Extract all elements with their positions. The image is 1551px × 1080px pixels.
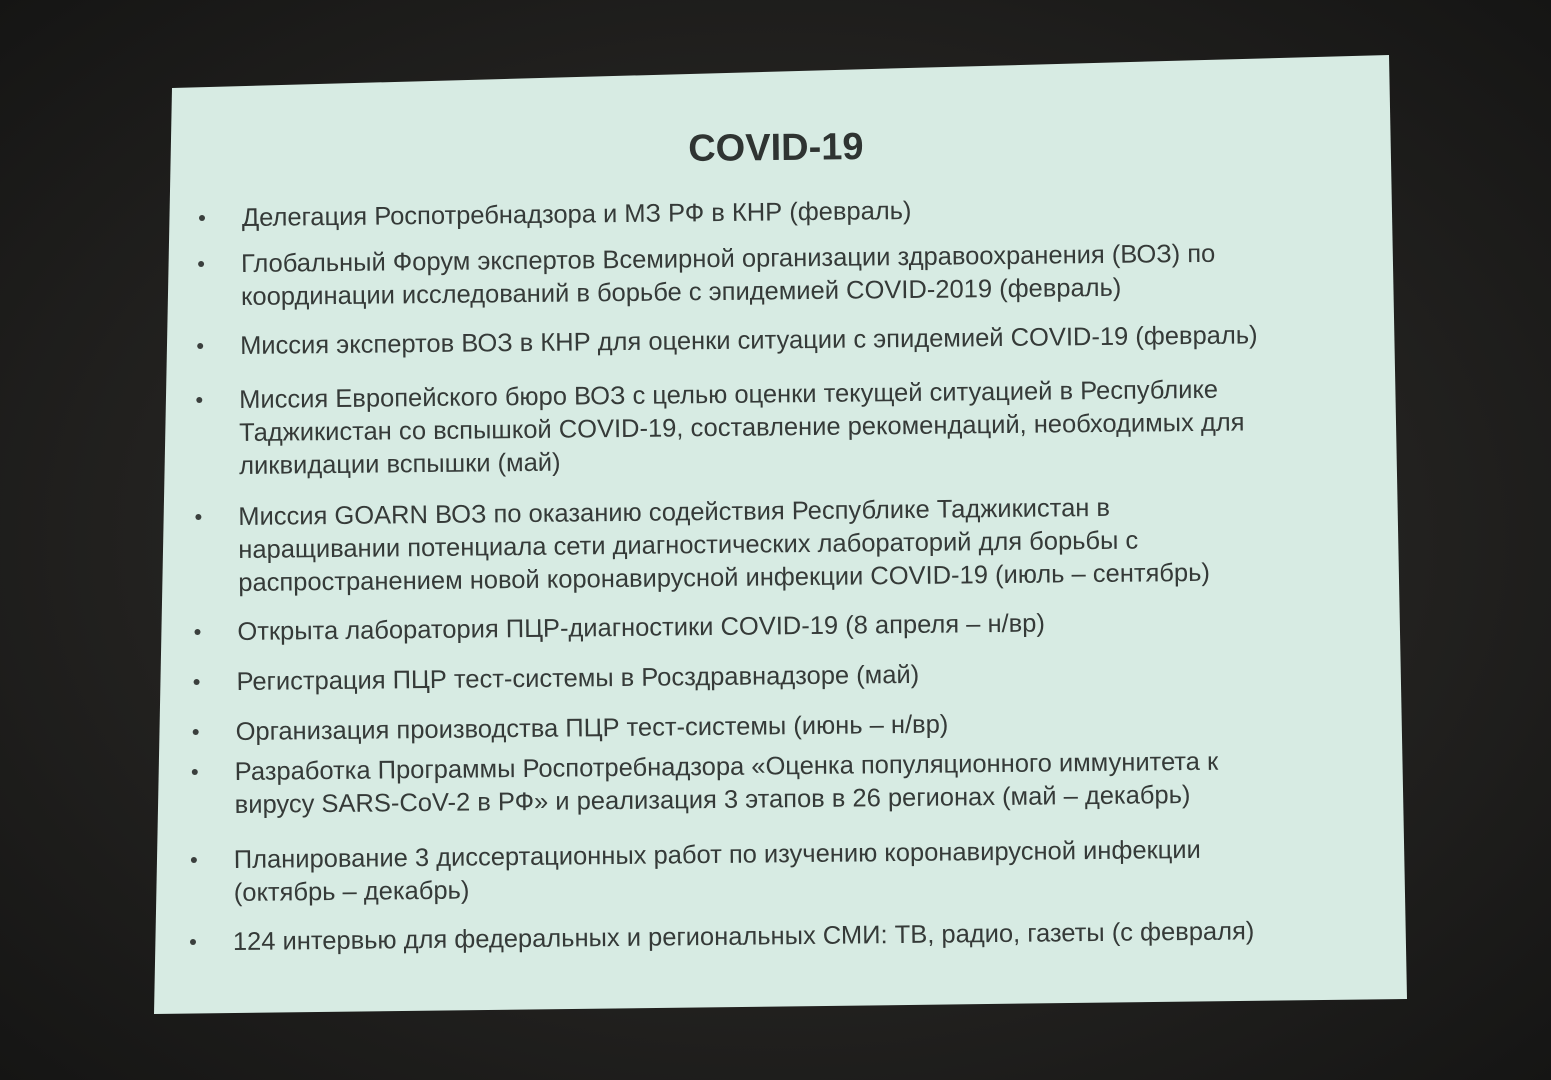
- bullet-item-line: Таджикистан со вспышкой COVID-19, составление рекомендаций, необходимых для: [239, 408, 1245, 447]
- bullet-dot: [193, 729, 199, 735]
- bullet-dot: [198, 261, 204, 267]
- bullet-dot: [191, 857, 197, 863]
- bullet-dot: [194, 679, 200, 685]
- bullet-dot: [190, 939, 196, 945]
- bullet-item-line: распространением новой коронавирусной инфекции COVID-19 (июль – сентябрь): [238, 558, 1211, 597]
- bullet-item-line: 124 интервью для федеральных и региональных СМИ: ТВ, радио, газеты (с февраля): [232, 917, 1255, 956]
- bullet-item-line: (октябрь – декабрь): [233, 876, 470, 907]
- bullet-item-line: Миссия экспертов ВОЗ в КНР для оценки ситуации с эпидемией COVID-19 (февраль): [239, 321, 1258, 360]
- bullet-item-line: ликвидации вспышки (май): [239, 448, 561, 480]
- bullet-item-line: координации исследований в борьбе с эпидемией COVID-2019 (февраль): [240, 273, 1122, 311]
- bullet-item-line: Организация производства ПЦР тест-системы (июнь – н/вр): [235, 710, 949, 746]
- bullet-item-line: Планирование 3 диссертационных работ по изучению коронавирусной инфекции: [233, 835, 1201, 874]
- bullet-item-line: Миссия GOARN ВОЗ по оказанию содействия Республике Таджикистан в: [238, 493, 1111, 531]
- bullet-item-line: Миссия Европейского бюро ВОЗ с целью оценки текущей ситуацией в Республике: [239, 375, 1219, 414]
- bullet-dot: [192, 769, 198, 775]
- bullet-dot: [196, 397, 202, 403]
- bullet-item-line: наращивании потенциала сети диагностических лабораторий для борьбы с: [238, 526, 1139, 564]
- bullet-item-line: Делегация Роспотребнадзора и МЗ РФ в КНР (февраль): [241, 196, 912, 232]
- bullet-dot: [199, 215, 205, 221]
- bullet-dot: [195, 629, 201, 635]
- bullet-item-line: Открыта лаборатория ПЦР-диагностики COVID-19 (8 апреля – н/вр): [237, 609, 1046, 646]
- slide-title: COVID-19: [688, 126, 864, 170]
- bullet-item-line: Глобальный Форум экспертов Всемирной организации здравоохранения (ВОЗ) по: [240, 239, 1216, 278]
- bullet-item-line: Регистрация ПЦР тест-системы в Росздравнадзоре (май): [236, 660, 920, 696]
- bullet-dot: [195, 514, 201, 520]
- bullet-item-line: Разработка Программы Роспотребнадзора «Оценка популяционного иммунитета к: [234, 747, 1219, 786]
- bullet-dot: [197, 343, 203, 349]
- bullet-item-line: вирусу SARS-CoV-2 в РФ» и реализация 3 этапов в 26 регионах (май – декабрь): [234, 780, 1191, 819]
